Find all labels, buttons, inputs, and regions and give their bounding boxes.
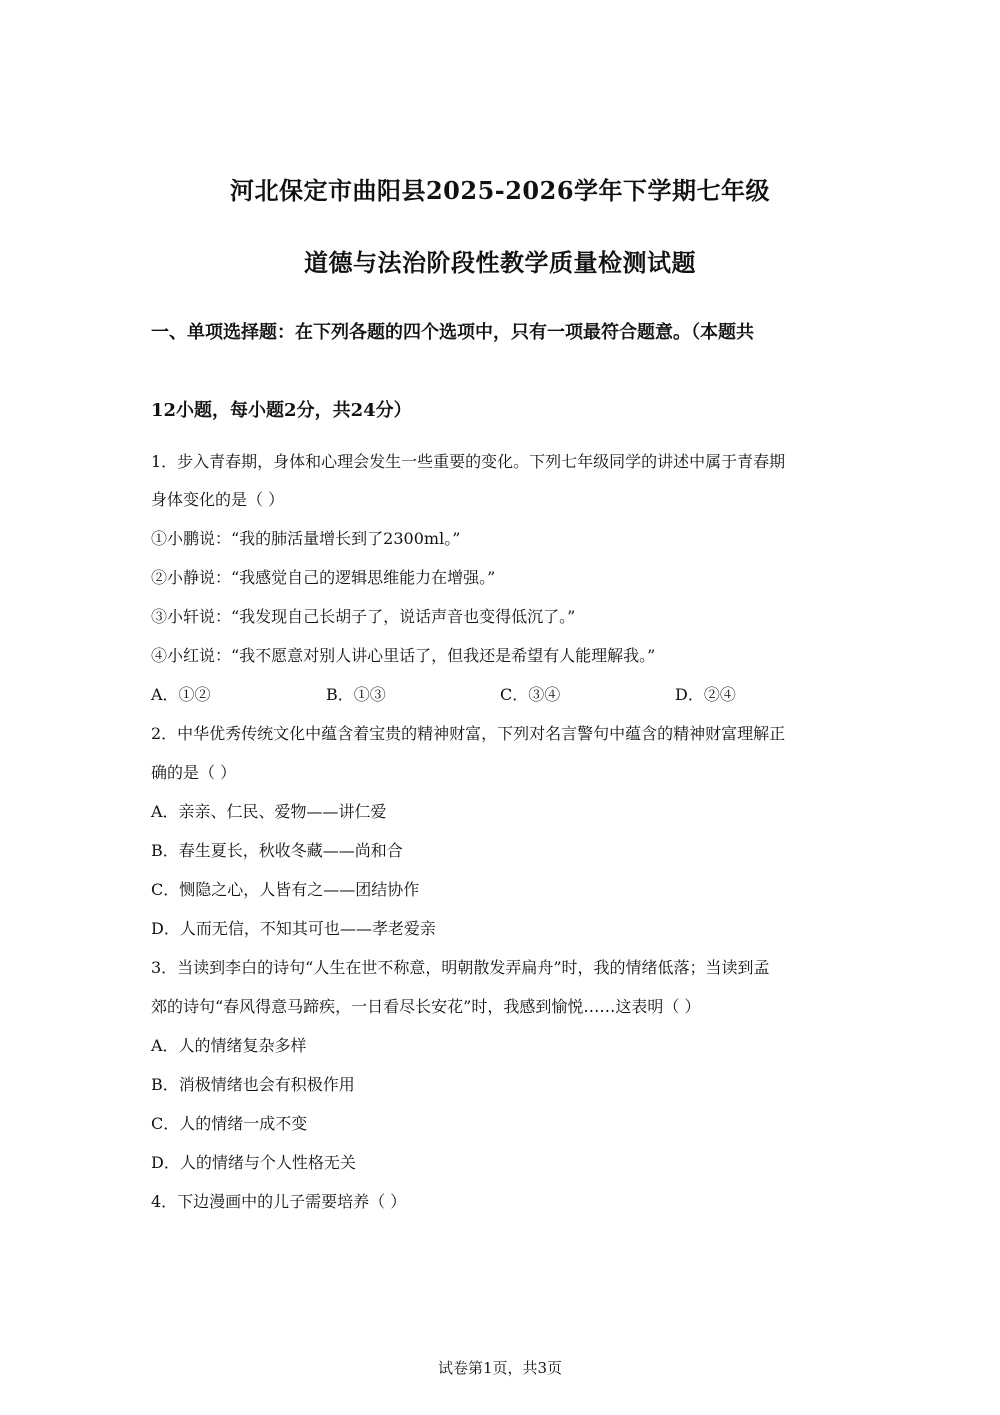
section-heading-line2: 12小题，每小题2分，共24分） xyxy=(151,400,412,421)
question-1-option-b: B．①③ xyxy=(326,685,386,704)
page-footer: 试卷第1页，共3页 xyxy=(437,1359,563,1377)
question-1-option-a: A．①② xyxy=(151,685,211,704)
question-1-statement-3: ③小轩说：“我发现自己长胡子了，说话声音也变得低沉了。” xyxy=(151,607,576,626)
question-1-statement-2: ②小静说：“我感觉自己的逻辑思维能力在增强。” xyxy=(151,568,496,587)
question-2-stem-line2: 确的是（ ） xyxy=(151,763,237,782)
question-3-stem-line2: 郊的诗句“春风得意马蹄疾，一日看尽长安花”时，我感到愉悦……这表明（ ） xyxy=(151,997,701,1016)
question-3-option-c: C．人的情绪一成不变 xyxy=(151,1114,308,1133)
section-heading-line1: 一、单项选择题：在下列各题的四个选项中，只有一项最符合题意。（本题共 xyxy=(151,322,754,343)
question-2-option-d: D．人而无信，不知其可也——孝老爱亲 xyxy=(151,919,436,938)
question-4-stem-line1: 4．下边漫画中的儿子需要培养（ ） xyxy=(151,1192,407,1211)
question-2-option-a: A．亲亲、仁民、爱物——讲仁爱 xyxy=(151,802,387,821)
question-2-stem-line1: 2．中华优秀传统文化中蕴含着宝贵的精神财富，下列对名言警句中蕴含的精神财富理解正 xyxy=(151,724,786,743)
question-1-statement-4: ④小红说：“我不愿意对别人讲心里话了，但我还是希望有人能理解我。” xyxy=(151,646,656,665)
question-1-option-d: D．②④ xyxy=(675,685,736,704)
exam-title-line1: 河北保定市曲阳县2025-2026学年下学期七年级 xyxy=(229,176,771,205)
question-3-option-a: A．人的情绪复杂多样 xyxy=(151,1036,307,1055)
question-2-option-b: B．春生夏长，秋收冬藏——尚和合 xyxy=(151,841,403,860)
question-1-option-c: C．③④ xyxy=(500,685,561,704)
question-3-stem-line1: 3．当读到李白的诗句“人生在世不称意，明朝散发弄扁舟”时，我的情绪低落；当读到孟 xyxy=(151,958,770,977)
exam-title-line2: 道德与法治阶段性教学质量检测试题 xyxy=(304,248,696,277)
question-1-statement-1: ①小鹏说：“我的肺活量增长到了2300ml。” xyxy=(151,529,461,548)
question-3-option-d: D．人的情绪与个人性格无关 xyxy=(151,1153,356,1172)
question-1-stem-line2: 身体变化的是（ ） xyxy=(151,490,285,509)
question-1-stem-line1: 1．步入青春期，身体和心理会发生一些重要的变化。下列七年级同学的讲述中属于青春期 xyxy=(151,452,786,471)
question-3-option-b: B．消极情绪也会有积极作用 xyxy=(151,1075,355,1094)
question-2-option-c: C．恻隐之心，人皆有之——团结协作 xyxy=(151,880,420,899)
